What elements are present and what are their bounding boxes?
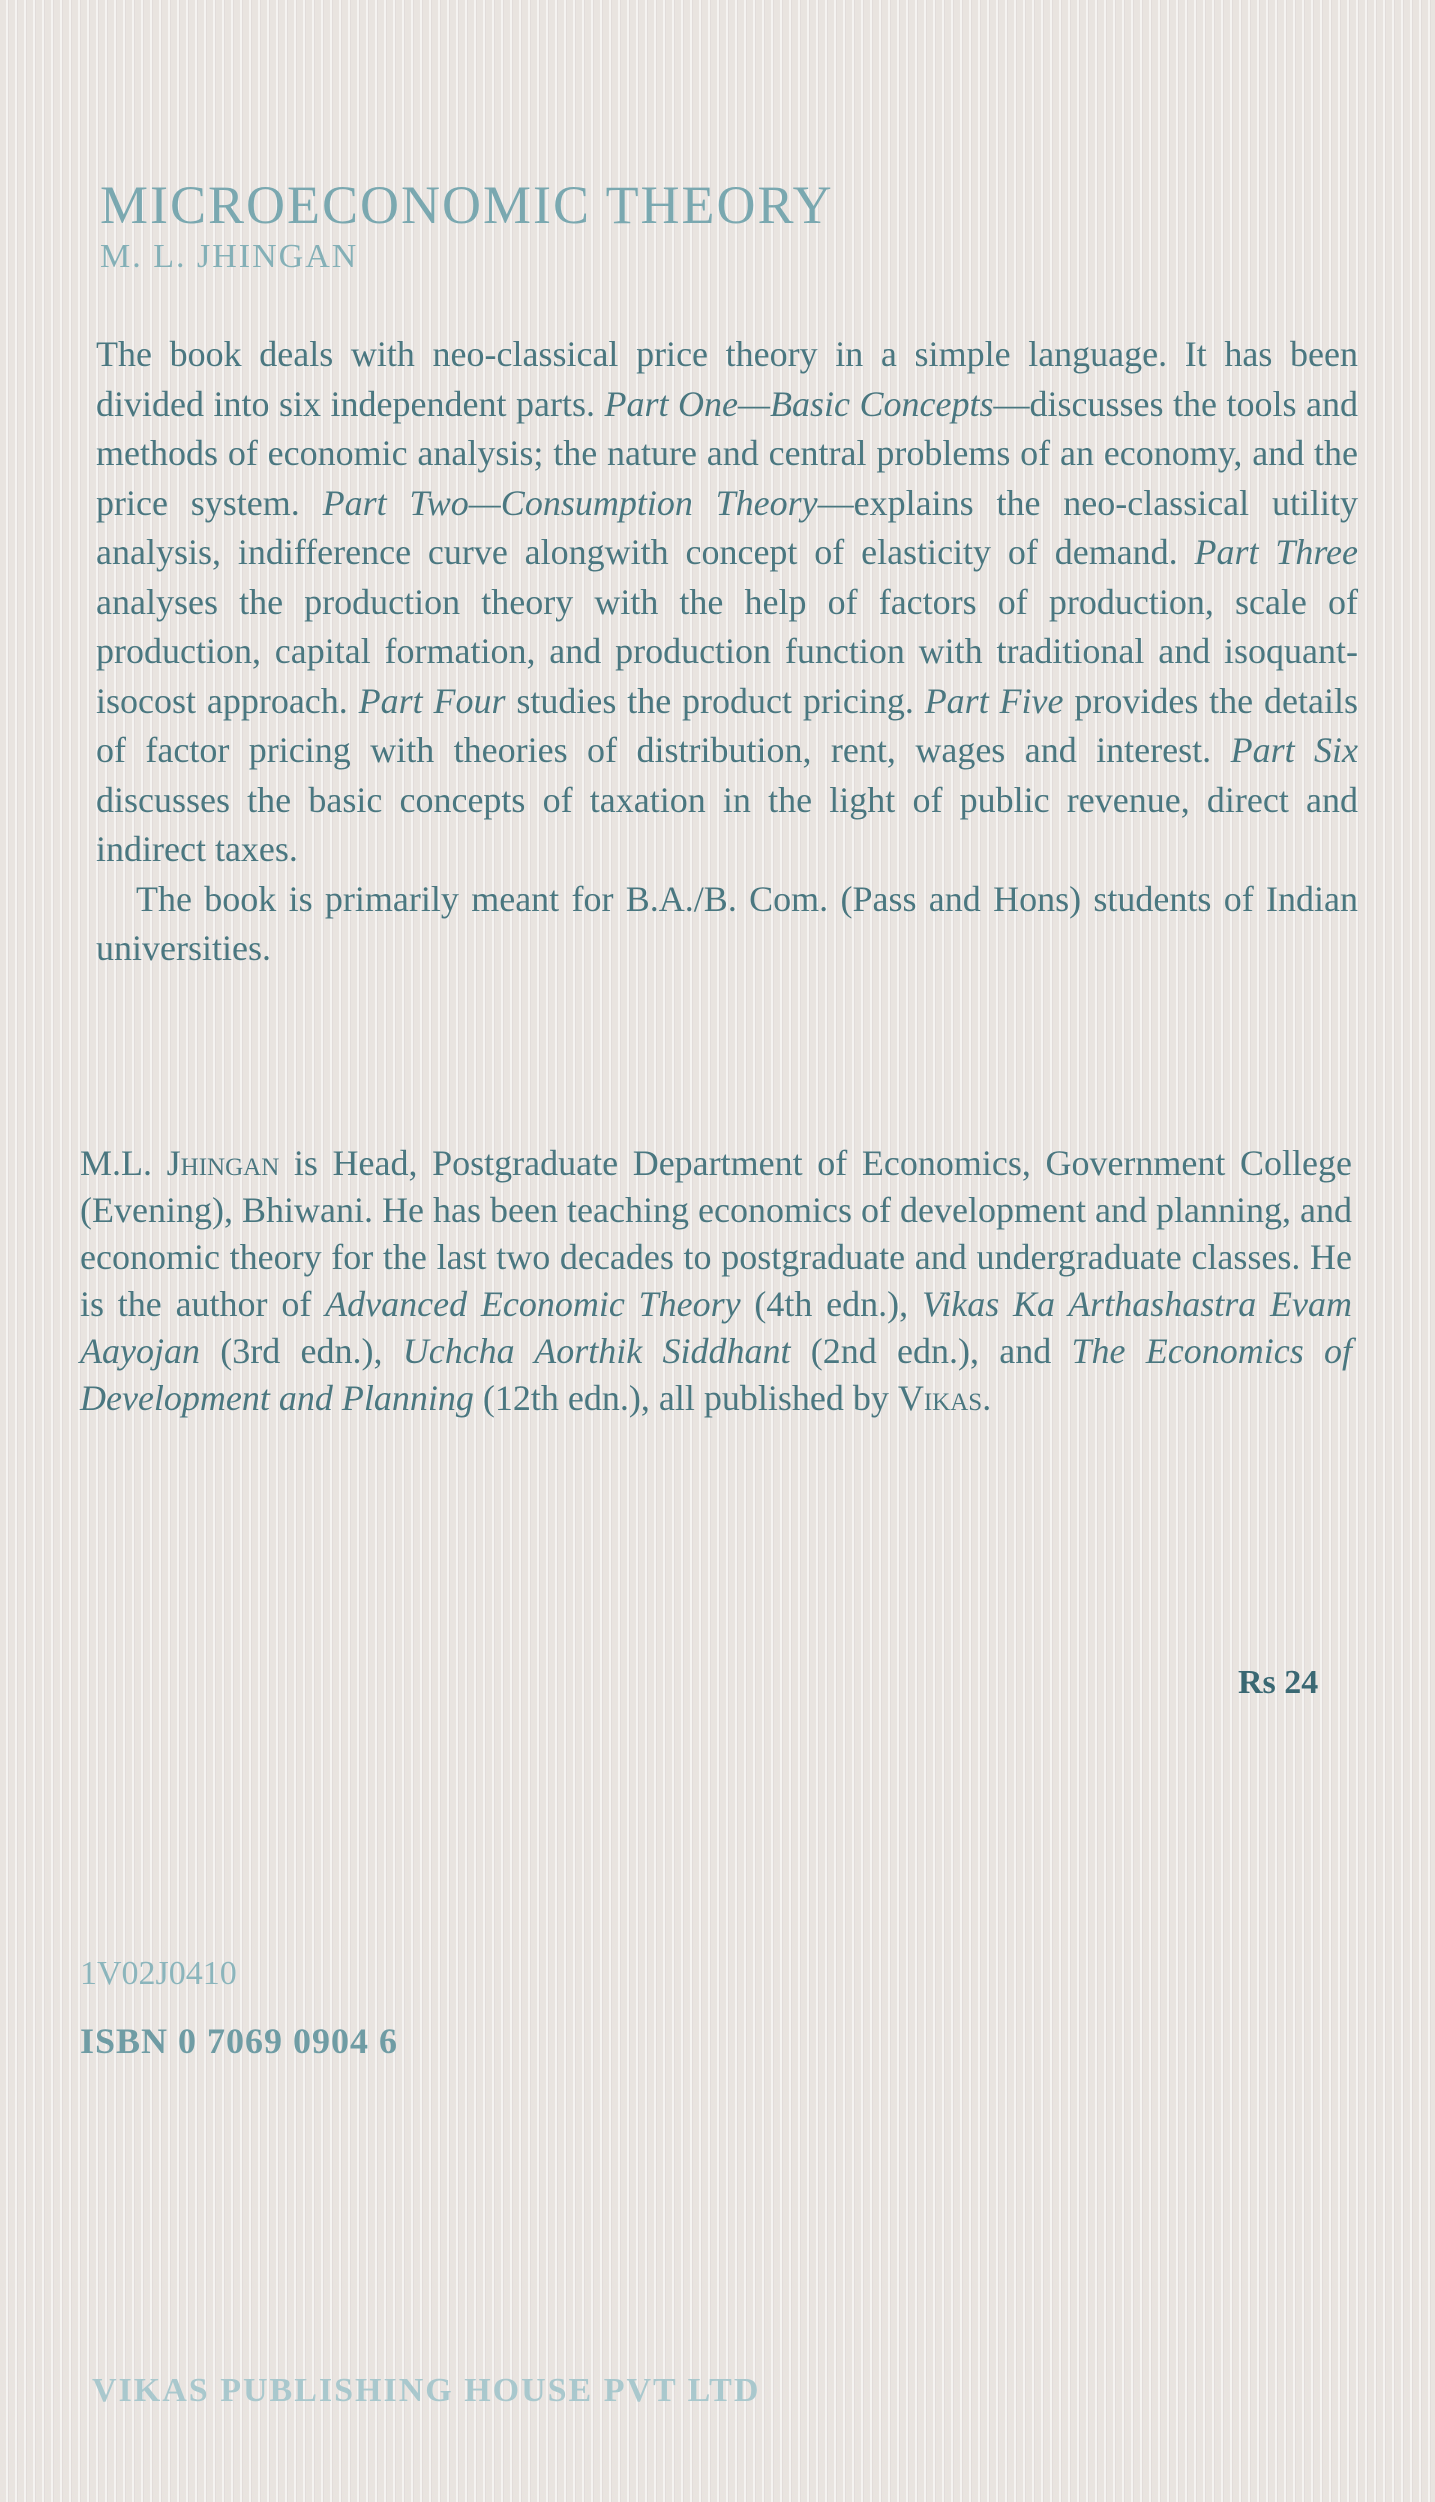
- bio-text: is Head, Postgraduate Department of Economics, Government College (Evening), Bhiwani. He has been teaching economics of development and planning, and economic theory for the last two decades to postgraduate and undergraduate classes. He is the author of: [80, 1143, 1353, 1324]
- description-text: analyses the production theory with the help of factors of production, scale of production, capital formation, and production function with traditional and isoquant-isocost approach.: [96, 581, 1358, 721]
- description-paragraph-1: [96, 330, 1358, 875]
- description-text: —explains the neo-classical utility analysis, indifference curve alongwith concept of elasticity of demand.: [96, 482, 1359, 572]
- book-reference: Vikas Ka Arthashastra Evam Aayojan: [80, 1284, 1352, 1371]
- description-paragraph-2: The book is primarily meant for B.A./B. Com. (Pass and Hons) students of Indian universities.: [96, 878, 1358, 968]
- catalog-code: 1V02J0410: [80, 1955, 237, 1992]
- isbn-number: ISBN 0 7069 0904 6: [80, 2021, 399, 2061]
- book-title: MICROECONOMIC THEORY: [100, 175, 834, 235]
- description-text: The book deals with neo-classical price theory in a simple language. It has been divided into six independent parts.: [96, 334, 1358, 424]
- bio-text: (2nd edn.), and: [790, 1331, 1072, 1371]
- bio-text: M.L.: [80, 1143, 167, 1183]
- description-text: —discusses the tools and methods of economic analysis; the nature and central problems of an economy, and the price system.: [96, 383, 1358, 523]
- part-five-heading: Part Five: [924, 680, 1064, 721]
- part-three-heading: Part Three: [1194, 532, 1359, 572]
- price-label: Rs 24: [1238, 1664, 1319, 1701]
- book-author: M. L. JHINGAN: [100, 238, 359, 275]
- bio-text: (4th edn.),: [740, 1284, 922, 1324]
- book-reference: The Economics of Development and Planning: [80, 1331, 1352, 1418]
- author-bio: [80, 1140, 1352, 1422]
- description-text: provides the details of factor pricing with theories of distribution, rent, wages and interest.: [96, 680, 1358, 770]
- part-one-heading: Part One—Basic Concepts: [604, 383, 994, 424]
- part-four-heading: Part Four: [358, 680, 506, 721]
- bio-text: .: [982, 1378, 992, 1418]
- book-reference: Advanced Economic Theory: [325, 1284, 741, 1324]
- book-description: [96, 330, 1358, 974]
- description-text: studies the product pricing.: [505, 680, 925, 721]
- publisher-imprint: VIKAS PUBLISHING HOUSE PVT LTD: [92, 2372, 761, 2409]
- description-text: discusses the basic concepts of taxation in the light of public revenue, direct and indirect taxes.: [96, 779, 1358, 869]
- author-surname: Jhingan: [166, 1143, 280, 1183]
- part-six-heading: Part Six: [1230, 730, 1359, 770]
- publisher-name: Vikas: [897, 1378, 983, 1418]
- bio-text: (12th edn.), all published by: [473, 1378, 898, 1418]
- bio-text: (3rd edn.),: [199, 1331, 403, 1371]
- part-two-heading: Part Two—Consumption Theory: [322, 482, 818, 523]
- book-reference: Uchcha Aorthik Siddhant: [402, 1331, 791, 1371]
